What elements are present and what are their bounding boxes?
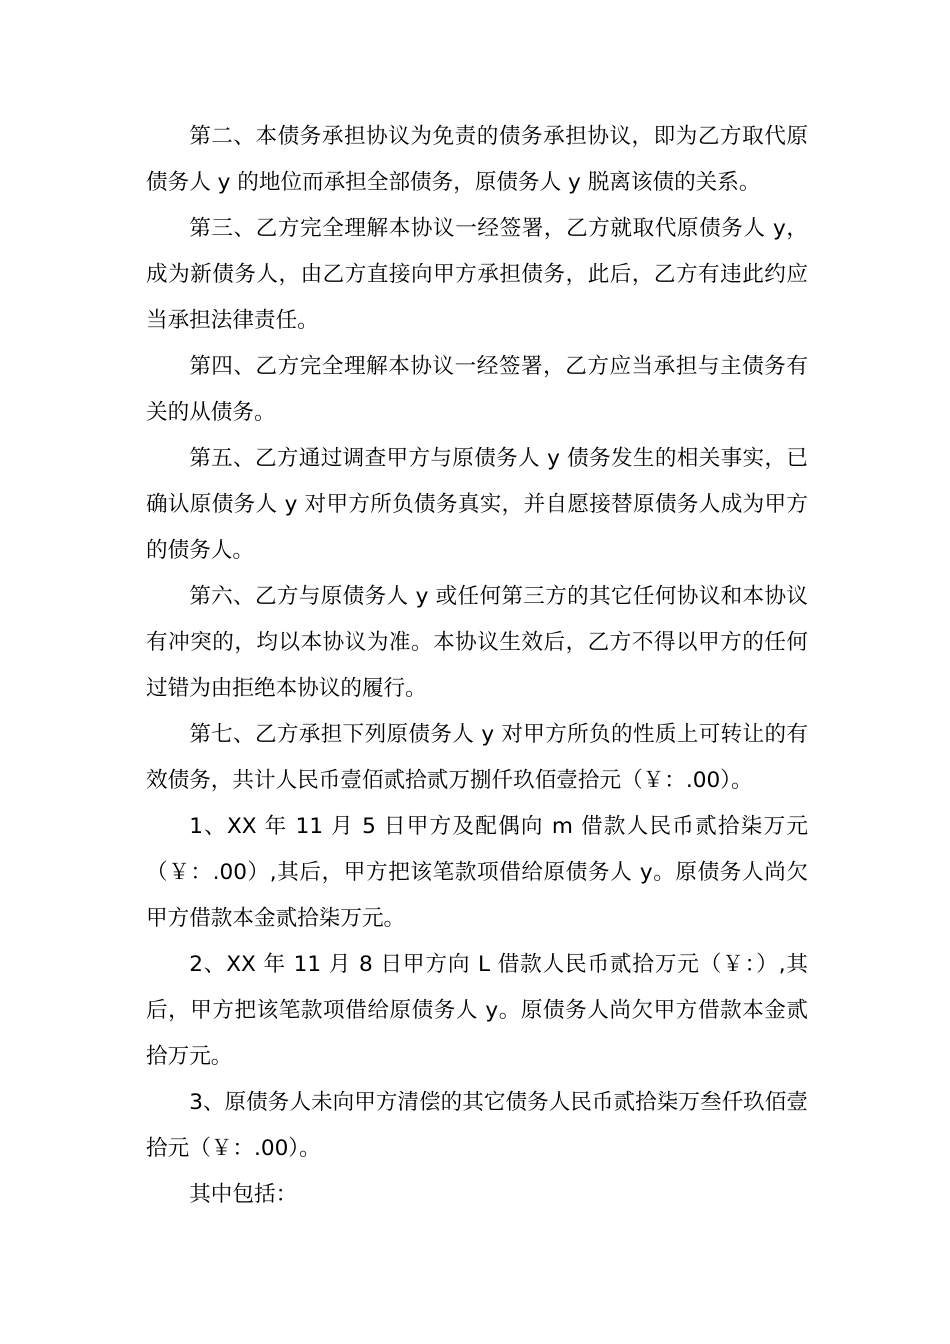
debt-item-2-paragraph: 2、XX 年 11 月 8 日甲方向 L 借款人民币贰拾万元（￥：）,其后，甲方把该笔款项借给原债务人 y。原债务人尚欠甲方借款本金贰拾万元。 <box>146 952 808 1069</box>
clause-2-paragraph: 第二、本债务承担协议为免责的债务承担协议，即为乙方取代原债务人 y 的地位而承担全部债务，原债务人 y 脱离该债的关系。 <box>146 124 808 195</box>
clause-3-paragraph: 第三、乙方完全理解本协议一经签署，乙方就取代原债务人 y，成为新债务人，由乙方直接向甲方承担债务，此后，乙方有违此约应当承担法律责任。 <box>146 216 808 333</box>
debt-item-3-paragraph: 3、原债务人未向甲方清偿的其它债务人民币贰拾柒万叁仟玖佰壹拾元（￥：.00）。 <box>146 1090 808 1161</box>
including-paragraph: 其中包括： <box>189 1182 298 1207</box>
clause-5-paragraph: 第五、乙方通过调查甲方与原债务人 y 债务发生的相关事实，已确认原债务人 y 对甲方所负债务真实，并自愿接替原债务人成为甲方的债务人。 <box>146 446 808 563</box>
clause-6-paragraph: 第六、乙方与原债务人 y 或任何第三方的其它任何协议和本协议有冲突的，均以本协议为准。本协议生效后，乙方不得以甲方的任何过错为由拒绝本协议的履行。 <box>146 584 808 701</box>
document-body <box>146 114 808 1218</box>
clause-4-paragraph: 第四、乙方完全理解本协议一经签署，乙方应当承担与主债务有关的从债务。 <box>146 354 808 425</box>
clause-7-paragraph: 第七、乙方承担下列原债务人 y 对甲方所负的性质上可转让的有效债务，共计人民币壹佰贰拾贰万捌仟玖佰壹拾元（￥：.00）。 <box>146 722 808 793</box>
debt-item-1-paragraph: 1、XX 年 11 月 5 日甲方及配偶向 m 借款人民币贰拾柒万元（￥：.00）,其后，甲方把该笔款项借给原债务人 y。原债务人尚欠甲方借款本金贰拾柒万元。 <box>146 814 808 931</box>
